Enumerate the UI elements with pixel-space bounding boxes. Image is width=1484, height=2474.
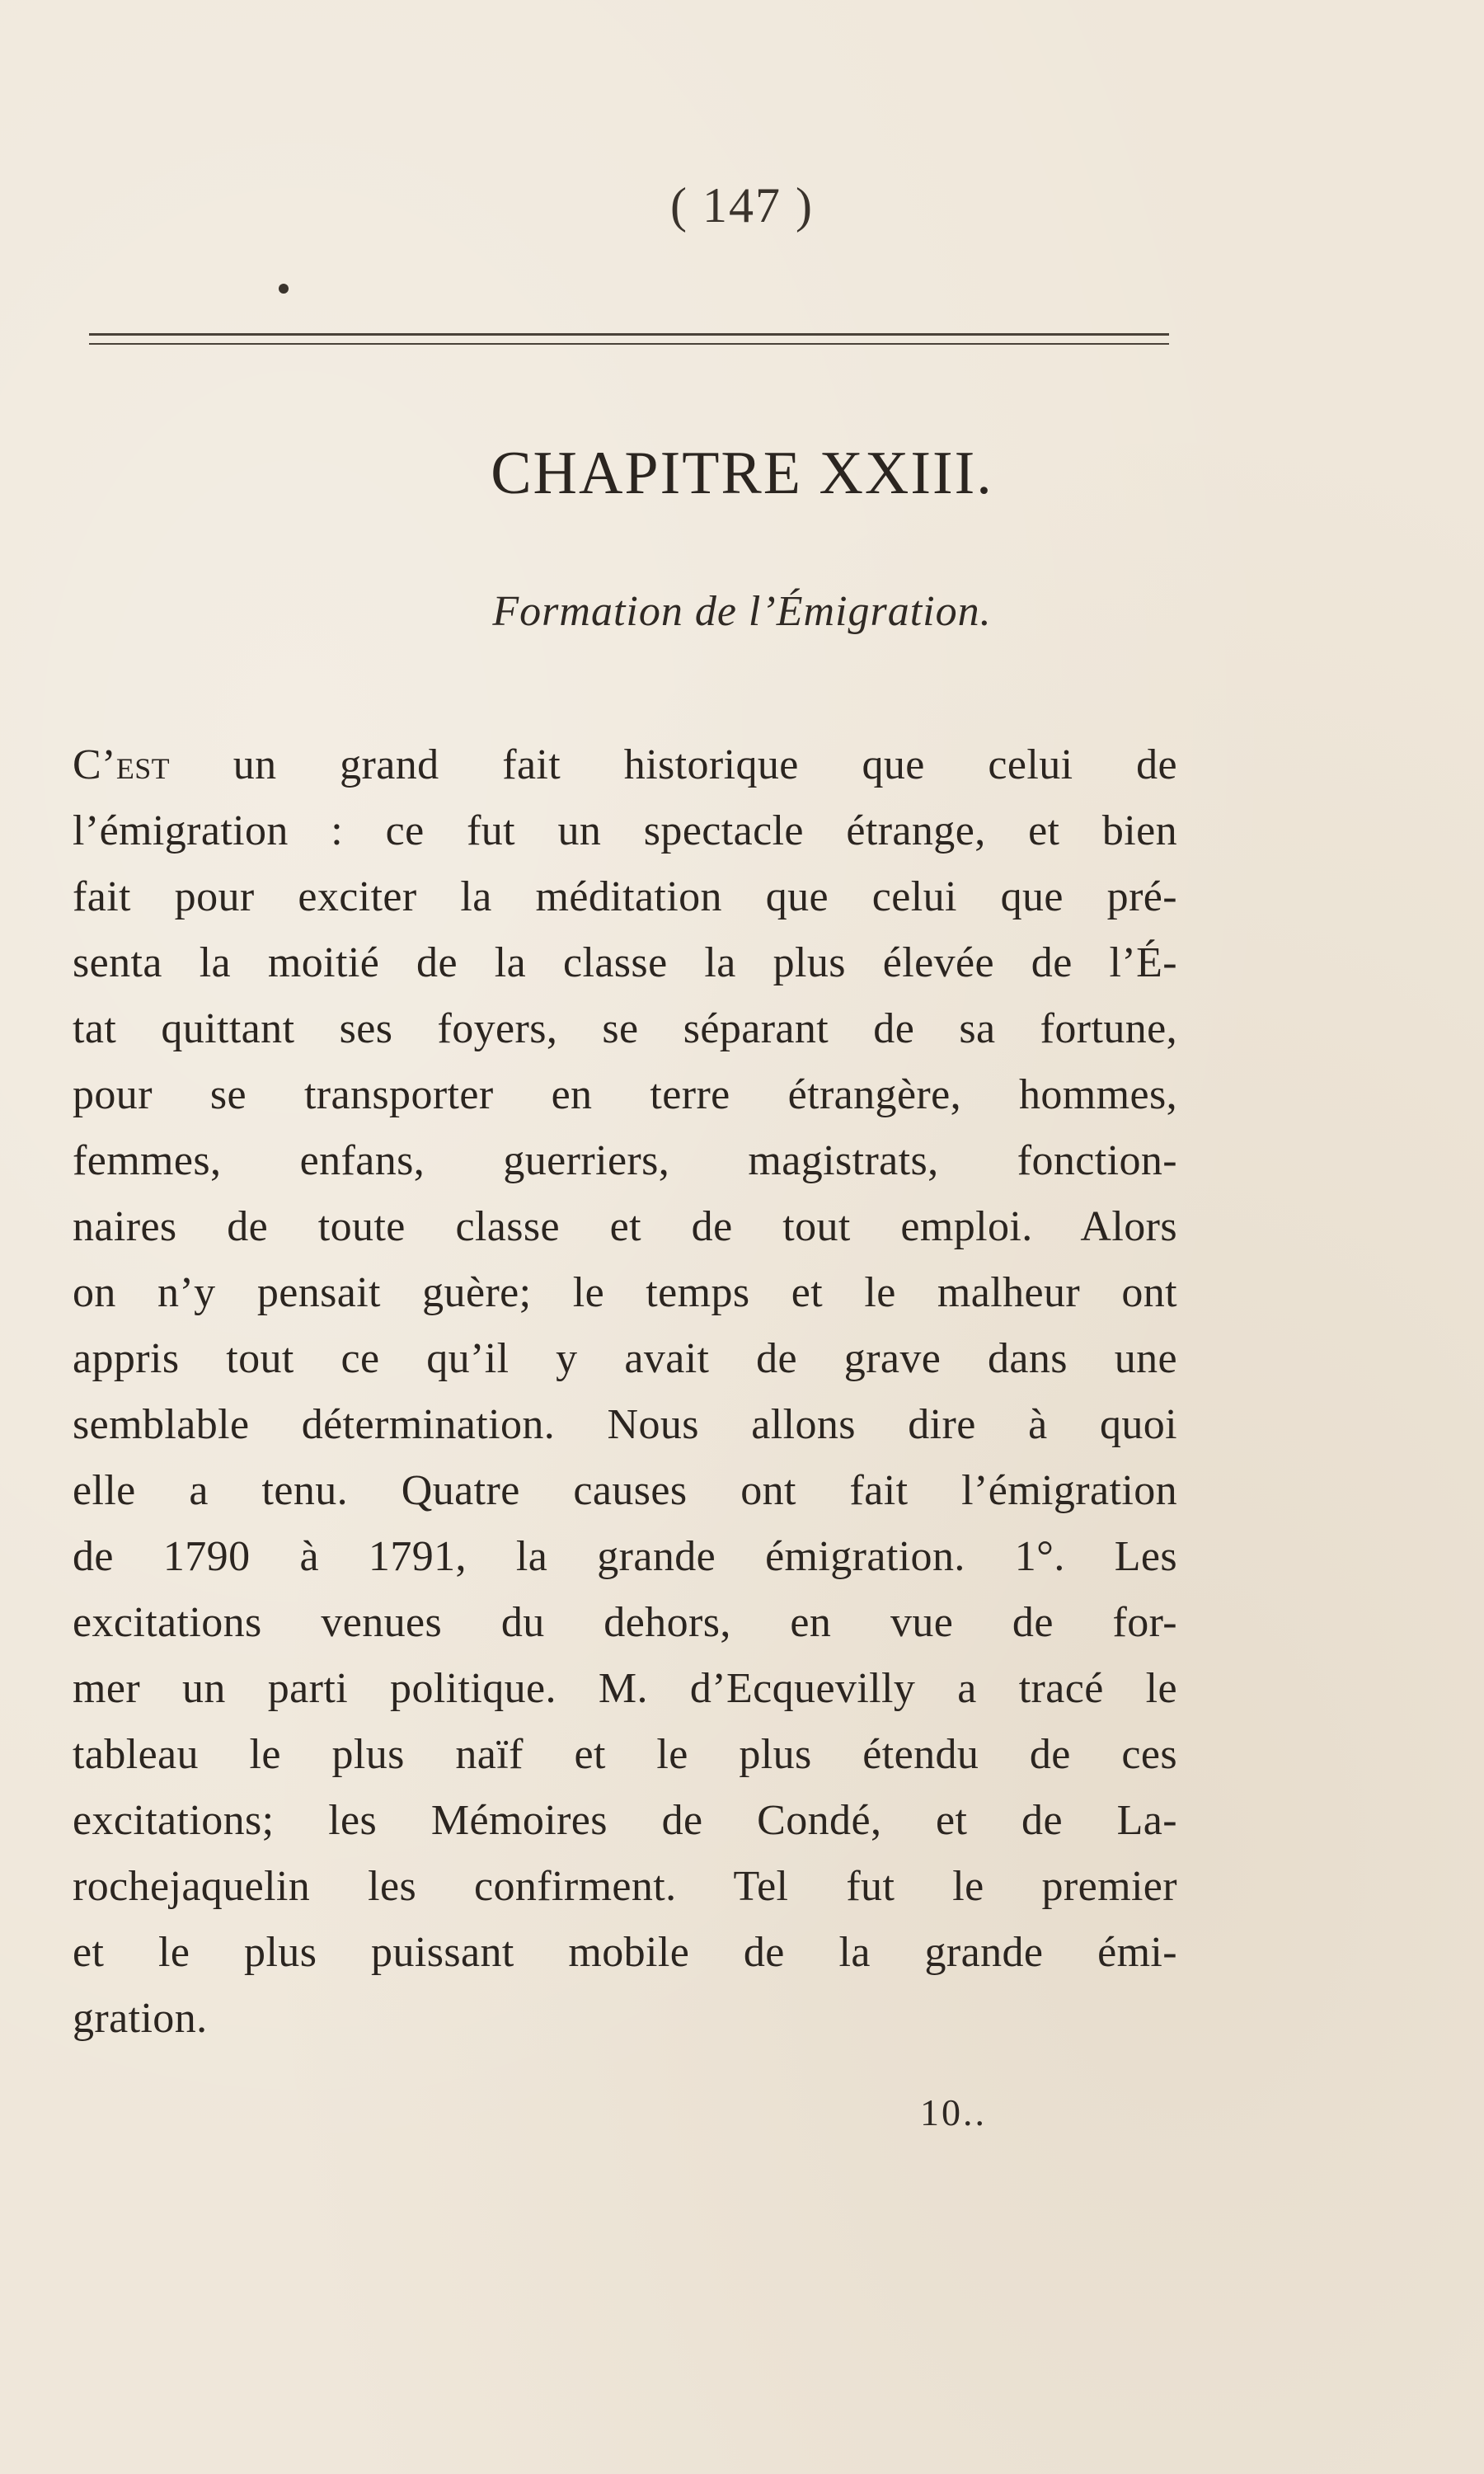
text-line: mer un parti politique. M. d’Ecquevilly a tracé le bbox=[73, 1665, 1177, 1712]
text-line: tat quittant ses foyers, se séparant de sa fortune, bbox=[73, 1005, 1177, 1052]
ornament-dot bbox=[279, 284, 289, 294]
text-line: appris tout ce qu’il y avait de grave dans une bbox=[73, 1335, 1177, 1382]
first-line-rest: un grand fait historique que celui de bbox=[170, 741, 1177, 788]
text-line: fait pour exciter la méditation que celui que pré- bbox=[73, 873, 1177, 920]
text-line-last: gration. bbox=[73, 1995, 208, 2042]
chapter-subtitle: Formation de l’Émigration. bbox=[492, 588, 992, 635]
header-rule-top bbox=[89, 333, 1169, 336]
text-line: pour se transporter en terre étrangère, hommes, bbox=[73, 1071, 1177, 1118]
text-line: et le plus puissant mobile de la grande émi- bbox=[73, 1929, 1177, 1976]
text-line: l’émigration : ce fut un spectacle étrange, et bien bbox=[73, 807, 1177, 854]
text-line-1 bbox=[73, 732, 1177, 798]
text-line: excitations venues du dehors, en vue de for- bbox=[73, 1599, 1177, 1646]
signature-mark: 10.. bbox=[920, 2091, 987, 2133]
text-line: senta la moitié de la classe la plus élevée de l’É- bbox=[73, 939, 1177, 986]
page-number: ( 147 ) bbox=[670, 178, 814, 233]
first-word-cap: C’ bbox=[73, 741, 116, 788]
text-line: excitations; les Mémoires de Condé, et de La- bbox=[73, 1797, 1177, 1844]
text-line: elle a tenu. Quatre causes ont fait l’émigration bbox=[73, 1467, 1177, 1514]
text-line: naires de toute classe et de tout emploi. Alors bbox=[73, 1203, 1177, 1250]
body-paragraph bbox=[73, 732, 1177, 2052]
text-line: on n’y pensait guère; le temps et le malheur ont bbox=[73, 1269, 1177, 1316]
chapter-title: CHAPITRE XXIII. bbox=[491, 440, 993, 507]
text-line: semblable détermination. Nous allons dire à quoi bbox=[73, 1401, 1177, 1448]
text-line: de 1790 à 1791, la grande émigration. 1°. Les bbox=[73, 1533, 1177, 1580]
text-line: femmes, enfans, guerriers, magistrats, fonction- bbox=[73, 1137, 1177, 1184]
text-line: rochejaquelin les confirment. Tel fut le premier bbox=[73, 1863, 1177, 1910]
text-line: tableau le plus naïf et le plus étendu de ces bbox=[73, 1731, 1177, 1778]
header-rule-bottom bbox=[89, 343, 1169, 345]
first-word-smallcaps: est bbox=[115, 741, 171, 788]
